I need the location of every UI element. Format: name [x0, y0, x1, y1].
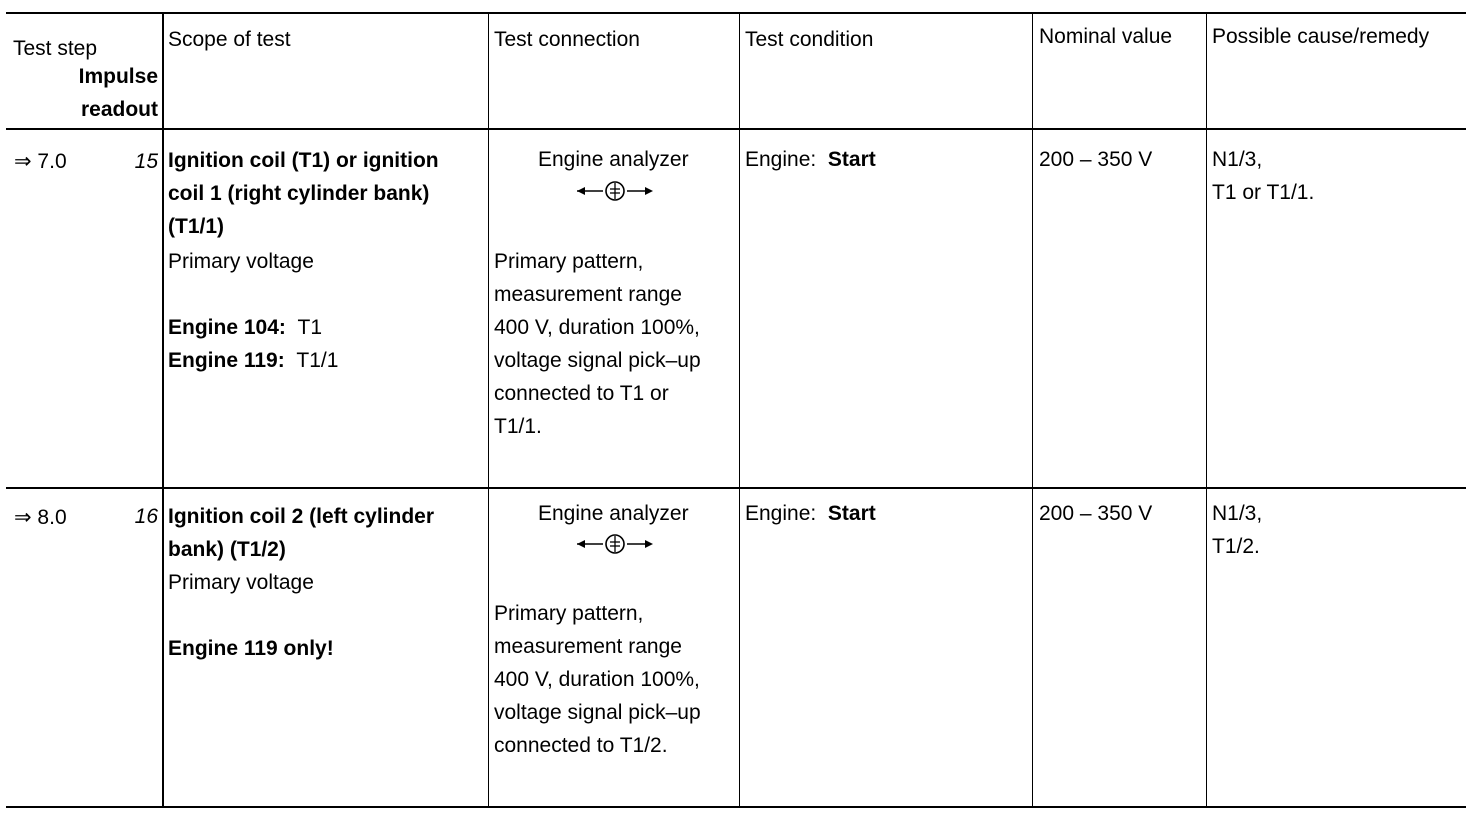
- row1-connection-line: 400 V, duration 100%,: [494, 316, 700, 339]
- header-impulse: Impulse: [78, 65, 158, 88]
- table-top-rule: [6, 12, 1466, 14]
- row1-connection-line: Primary pattern,: [494, 250, 644, 273]
- row2-connection-line: 400 V, duration 100%,: [494, 668, 700, 691]
- row1-scope-subtitle: Primary voltage: [168, 250, 314, 273]
- row2-remedy-line: T1/2.: [1212, 535, 1260, 558]
- row1-connection-line: measurement range: [494, 283, 682, 306]
- row2-test-step: ⇒ 8.0: [14, 506, 67, 529]
- row2-connection-line: connected to T1/2.: [494, 734, 668, 757]
- row1-connection-line: connected to T1 or: [494, 382, 669, 405]
- row1-scope-title: Ignition coil (T1) or ignition: [168, 149, 439, 172]
- row1-test-step: ⇒ 7.0: [14, 150, 67, 173]
- row-divider: [6, 487, 1466, 489]
- row1-connection-line: voltage signal pick–up: [494, 349, 701, 372]
- row1-remedy-line: T1 or T1/1.: [1212, 181, 1315, 204]
- row2-nominal: 200 – 350 V: [1039, 502, 1153, 525]
- column-divider: [1032, 12, 1033, 808]
- row2-connection-line: Primary pattern,: [494, 602, 644, 625]
- row1-scope-title: (T1/1): [168, 215, 225, 238]
- engine-analyzer-symbol-icon: [575, 180, 655, 202]
- header-connection: Test connection: [494, 28, 640, 51]
- row2-connection-line: voltage signal pick–up: [494, 701, 701, 724]
- row2-connection-line: measurement range: [494, 635, 682, 658]
- header-test-step: Test step: [13, 37, 98, 60]
- column-divider: [1206, 12, 1207, 808]
- column-divider: [739, 12, 740, 808]
- header-nominal: Nominal value: [1039, 25, 1173, 48]
- row1-condition: Engine: Start: [745, 148, 876, 171]
- row1-impulse: 15: [134, 150, 158, 173]
- row2-condition: Engine: Start: [745, 502, 876, 525]
- row2-impulse: 16: [134, 505, 158, 528]
- row1-connection-line: T1/1.: [494, 415, 542, 438]
- row1-remedy-line: N1/3,: [1212, 148, 1263, 171]
- row2-engine-note: Engine 119 only!: [168, 637, 334, 660]
- header-readout: readout: [80, 98, 158, 121]
- header-scope: Scope of test: [168, 28, 291, 51]
- row1-engine-b: Engine 119: T1/1: [168, 349, 339, 372]
- row2-scope-title: bank) (T1/2): [168, 538, 286, 561]
- row2-analyzer-label: Engine analyzer: [538, 502, 689, 525]
- header-remedy: Possible cause/remedy: [1212, 25, 1430, 48]
- header-condition: Test condition: [745, 28, 874, 51]
- row2-scope-title: Ignition coil 2 (left cylinder: [168, 505, 435, 528]
- row2-remedy-line: N1/3,: [1212, 502, 1263, 525]
- table-bottom-rule: [6, 806, 1466, 808]
- row1-scope-title: coil 1 (right cylinder bank): [168, 182, 430, 205]
- header-rule: [6, 128, 1466, 130]
- column-divider: [162, 12, 164, 808]
- row1-engine-a: Engine 104: T1: [168, 316, 323, 339]
- row2-scope-subtitle: Primary voltage: [168, 571, 314, 594]
- engine-analyzer-symbol-icon: [575, 533, 655, 555]
- column-divider: [488, 12, 489, 808]
- row1-nominal: 200 – 350 V: [1039, 148, 1153, 171]
- row1-analyzer-label: Engine analyzer: [538, 148, 689, 171]
